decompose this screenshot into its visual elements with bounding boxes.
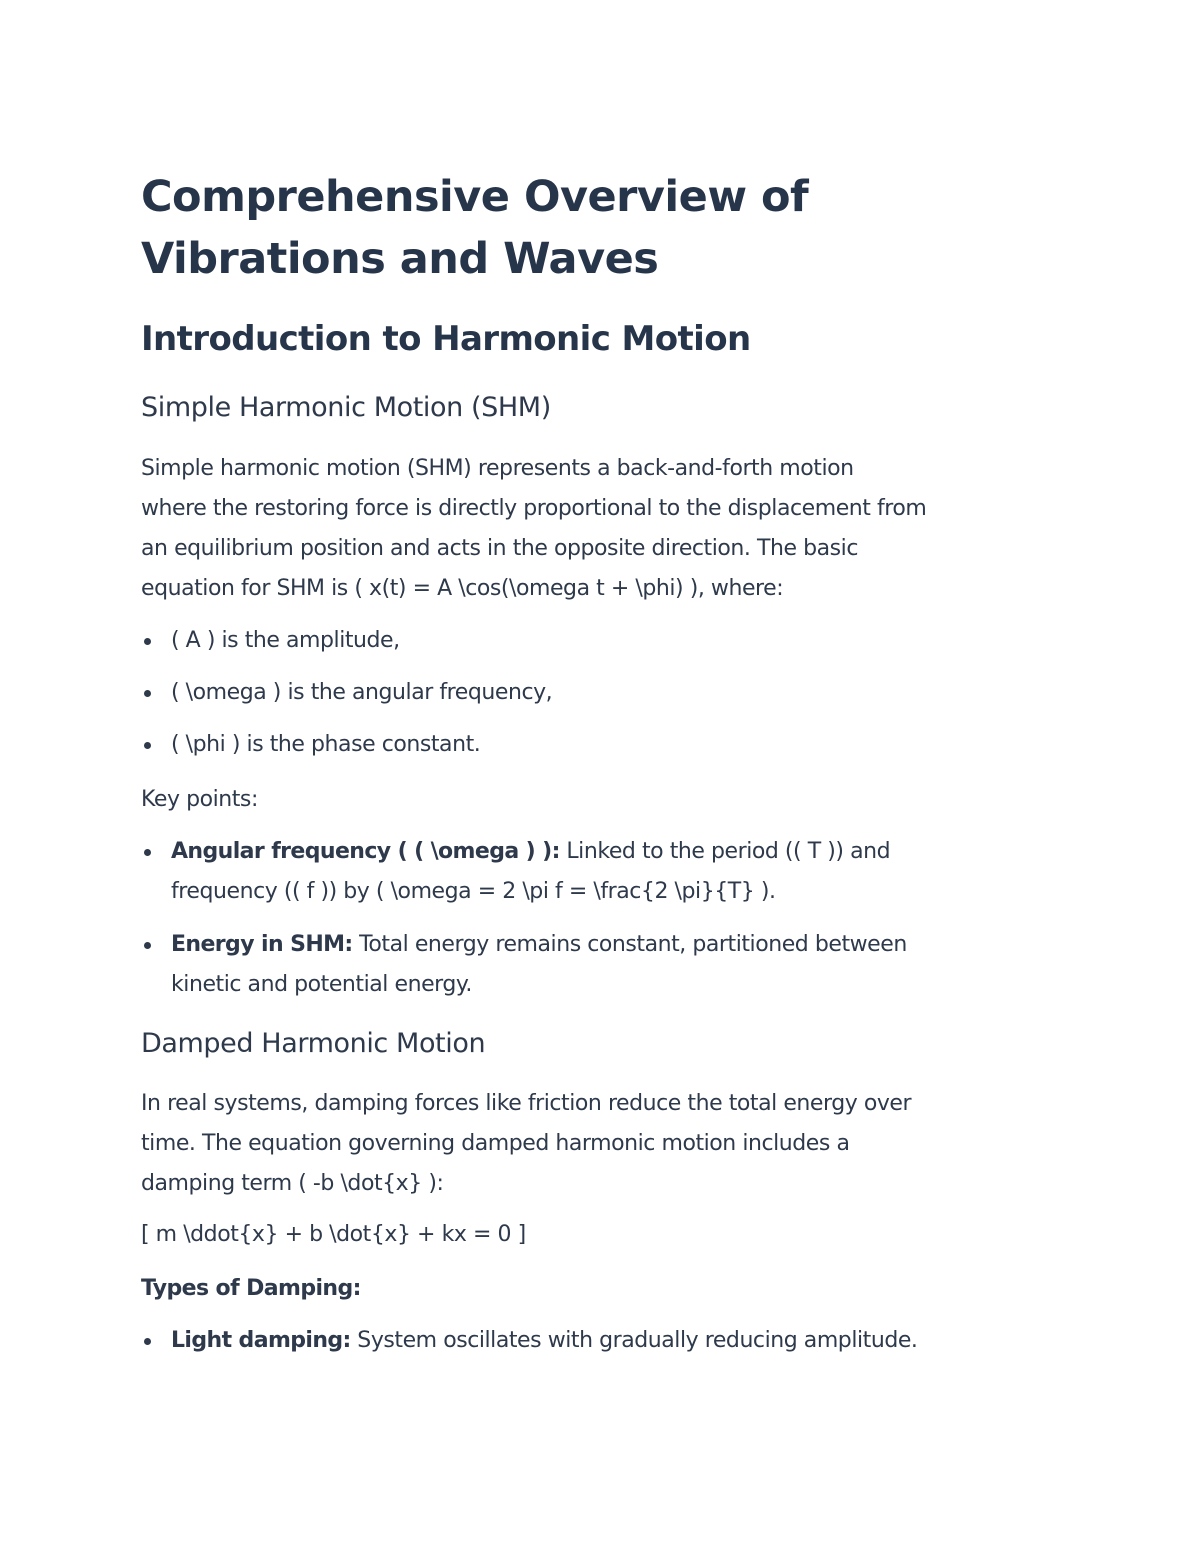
paragraph-line: Simple harmonic motion (SHM) represents a back-and-forth motion	[141, 456, 854, 481]
key-point-desc: Linked to the period (( T )) and	[559, 839, 891, 864]
shm-paragraph	[141, 449, 1066, 609]
damping-type-desc: System oscillates with gradually reducing amplitude.	[350, 1328, 918, 1353]
key-point-term: Energy in SHM:	[171, 932, 353, 957]
types-of-damping-label: Types of Damping:	[141, 1276, 361, 1301]
paragraph-line: equation for SHM is ( x(t) = A \cos(\omega t + \phi) ), where:	[141, 576, 784, 601]
bullet-icon	[144, 849, 151, 856]
key-points-label: Key points:	[141, 787, 258, 812]
key-point-text	[171, 832, 890, 872]
key-point-continuation: kinetic and potential energy.	[171, 972, 472, 997]
paragraph-line: time. The equation governing damped harmonic motion includes a	[141, 1131, 850, 1156]
damped-equation: [ m \ddot{x} + b \dot{x} + kx = 0 ]	[141, 1222, 526, 1247]
subsection-heading-shm: Simple Harmonic Motion (SHM)	[141, 392, 551, 423]
key-point-continuation: frequency (( f )) by ( \omega = 2 \pi f = \frac{2 \pi}{T} ).	[171, 879, 776, 904]
bullet-icon	[144, 742, 151, 749]
damping-type-text	[171, 1321, 917, 1361]
bullet-icon	[144, 638, 151, 645]
key-point-desc: Total energy remains constant, partitioned between	[352, 932, 907, 957]
paragraph-line: an equilibrium position and acts in the opposite direction. The basic	[141, 536, 858, 561]
bullet-icon	[144, 1338, 151, 1345]
damping-type-term: Light damping:	[171, 1328, 351, 1353]
page-title: Comprehensive Overview of Vibrations and Waves	[141, 172, 809, 284]
list-item-text: ( \omega ) is the angular frequency,	[171, 680, 553, 705]
list-item-text: ( \phi ) is the phase constant.	[171, 732, 481, 757]
bullet-icon	[144, 690, 151, 697]
section-heading-intro: Introduction to Harmonic Motion	[141, 319, 751, 359]
bullet-icon	[144, 942, 151, 949]
subsection-heading-damped: Damped Harmonic Motion	[141, 1028, 486, 1059]
list-item-text: ( A ) is the amplitude,	[171, 628, 400, 653]
paragraph-line: damping term ( -b \dot{x} ):	[141, 1171, 444, 1196]
key-point-term: Angular frequency ( ( \omega ) ):	[171, 839, 560, 864]
damped-paragraph	[141, 1084, 1066, 1204]
paragraph-line: In real systems, damping forces like friction reduce the total energy over	[141, 1091, 912, 1116]
paragraph-line: where the restoring force is directly proportional to the displacement from	[141, 496, 927, 521]
key-point-text	[171, 925, 907, 965]
